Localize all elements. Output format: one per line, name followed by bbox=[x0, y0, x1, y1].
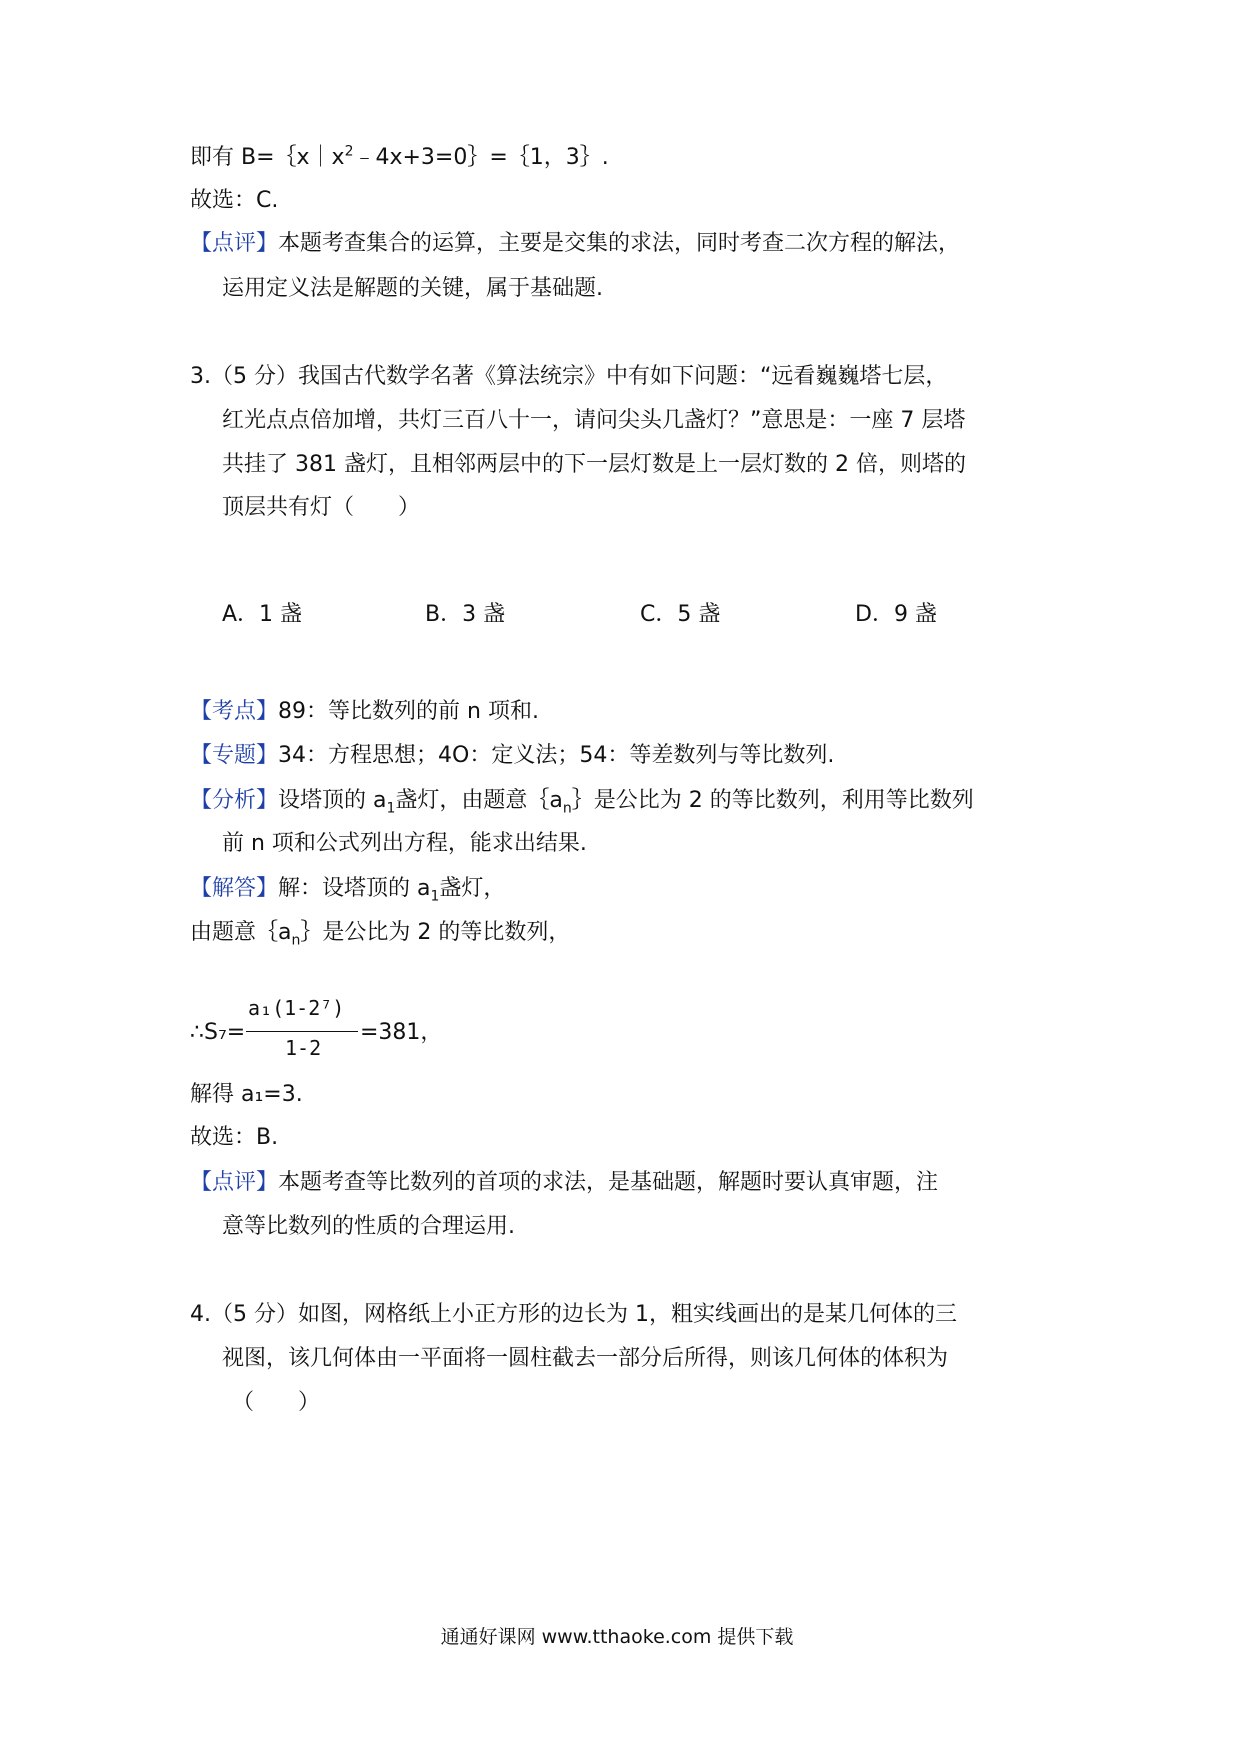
q3-review-line-1: 【点评】本题考查等比数列的首项的求法，是基础题，解题时要认真审题，注 bbox=[190, 1170, 939, 1195]
q3-option-d: D．9 盏 bbox=[855, 602, 937, 627]
q3-solve: 解得 a₁=3. bbox=[190, 1082, 303, 1107]
set-b-line: 即有 $B=\{x|x^2﹣4x+3=0\}=\{1$，3｝. bbox=[190, 143, 609, 170]
review-tag: 【点评】 bbox=[190, 231, 279, 256]
q3-step-2: 由题意$\{a_n\}$是公比为 2 的等比数列， bbox=[190, 920, 571, 949]
prev-answer: 故选：C. bbox=[190, 188, 279, 213]
prev-review-line-1: 【点评】本题考查集合的运算，主要是交集的求法，同时考查二次方程的解法， bbox=[190, 231, 961, 256]
q3-option-a: A．1 盏 bbox=[222, 602, 303, 627]
q3-fenxi-line-2: 前 n 项和公式列出方程，能求出结果. bbox=[222, 831, 587, 856]
q3-option-b: B．3 盏 bbox=[425, 602, 506, 627]
q3-fenxi-line-1: 【分析】设塔顶的 $a_1$盏灯，由题意$\{a_n\}$是公比为 2 的等比数列，利用等比数列 bbox=[190, 788, 974, 817]
fraction-bar bbox=[246, 1031, 358, 1032]
formula-result: =381， bbox=[360, 1020, 443, 1045]
q3-stem-line-4: 顶层共有灯（ ） bbox=[222, 495, 421, 520]
formula-numerator: a₁(1-2⁷) bbox=[248, 996, 345, 1020]
q3-kaodian: 【考点】89：等比数列的前 n 项和. bbox=[190, 699, 539, 724]
q3-review-line-2: 意等比数列的性质的合理运用. bbox=[222, 1214, 515, 1239]
prev-review-line-2: 运用定义法是解题的关键，属于基础题. bbox=[222, 276, 603, 301]
q4-stem-line-1: 4.（5 分）如图，网格纸上小正方形的边长为 1，粗实线画出的是某几何体的三 bbox=[190, 1302, 957, 1327]
page-footer: 通通好课网 www.tthaoke.com 提供下载 bbox=[440, 1626, 794, 1648]
q3-zhuanti: 【专题】34：方程思想；4O：定义法；54：等差数列与等比数列. bbox=[190, 743, 835, 768]
q3-answer: 故选：B. bbox=[190, 1125, 279, 1150]
sum-formula bbox=[190, 996, 450, 1066]
q3-stem-line-3: 共挂了 381 盏灯，且相邻两层中的下一层灯数是上一层灯数的 2 倍，则塔的 bbox=[222, 452, 966, 477]
q4-stem-line-3: （ ） bbox=[232, 1390, 321, 1415]
formula-denominator: 1-2 bbox=[285, 1036, 322, 1060]
q3-option-c: C．5 盏 bbox=[640, 602, 721, 627]
q3-jieda-line-1: 【解答】解：设塔顶的 $a_1$盏灯， bbox=[190, 876, 506, 905]
q3-stem-line-2: 红光点点倍加增，共灯三百八十一，请问尖头几盏灯？”意思是：一座 7 层塔 bbox=[222, 408, 966, 433]
q4-stem-line-2: 视图，该几何体由一平面将一圆柱截去一部分后所得，则该几何体的体积为 bbox=[222, 1346, 949, 1371]
formula-prefix: ∴S₇= bbox=[190, 1020, 246, 1045]
q3-stem-line-1: 3.（5 分）我国古代数学名著《算法统宗》中有如下问题：“远看巍巍塔七层， bbox=[190, 364, 948, 389]
